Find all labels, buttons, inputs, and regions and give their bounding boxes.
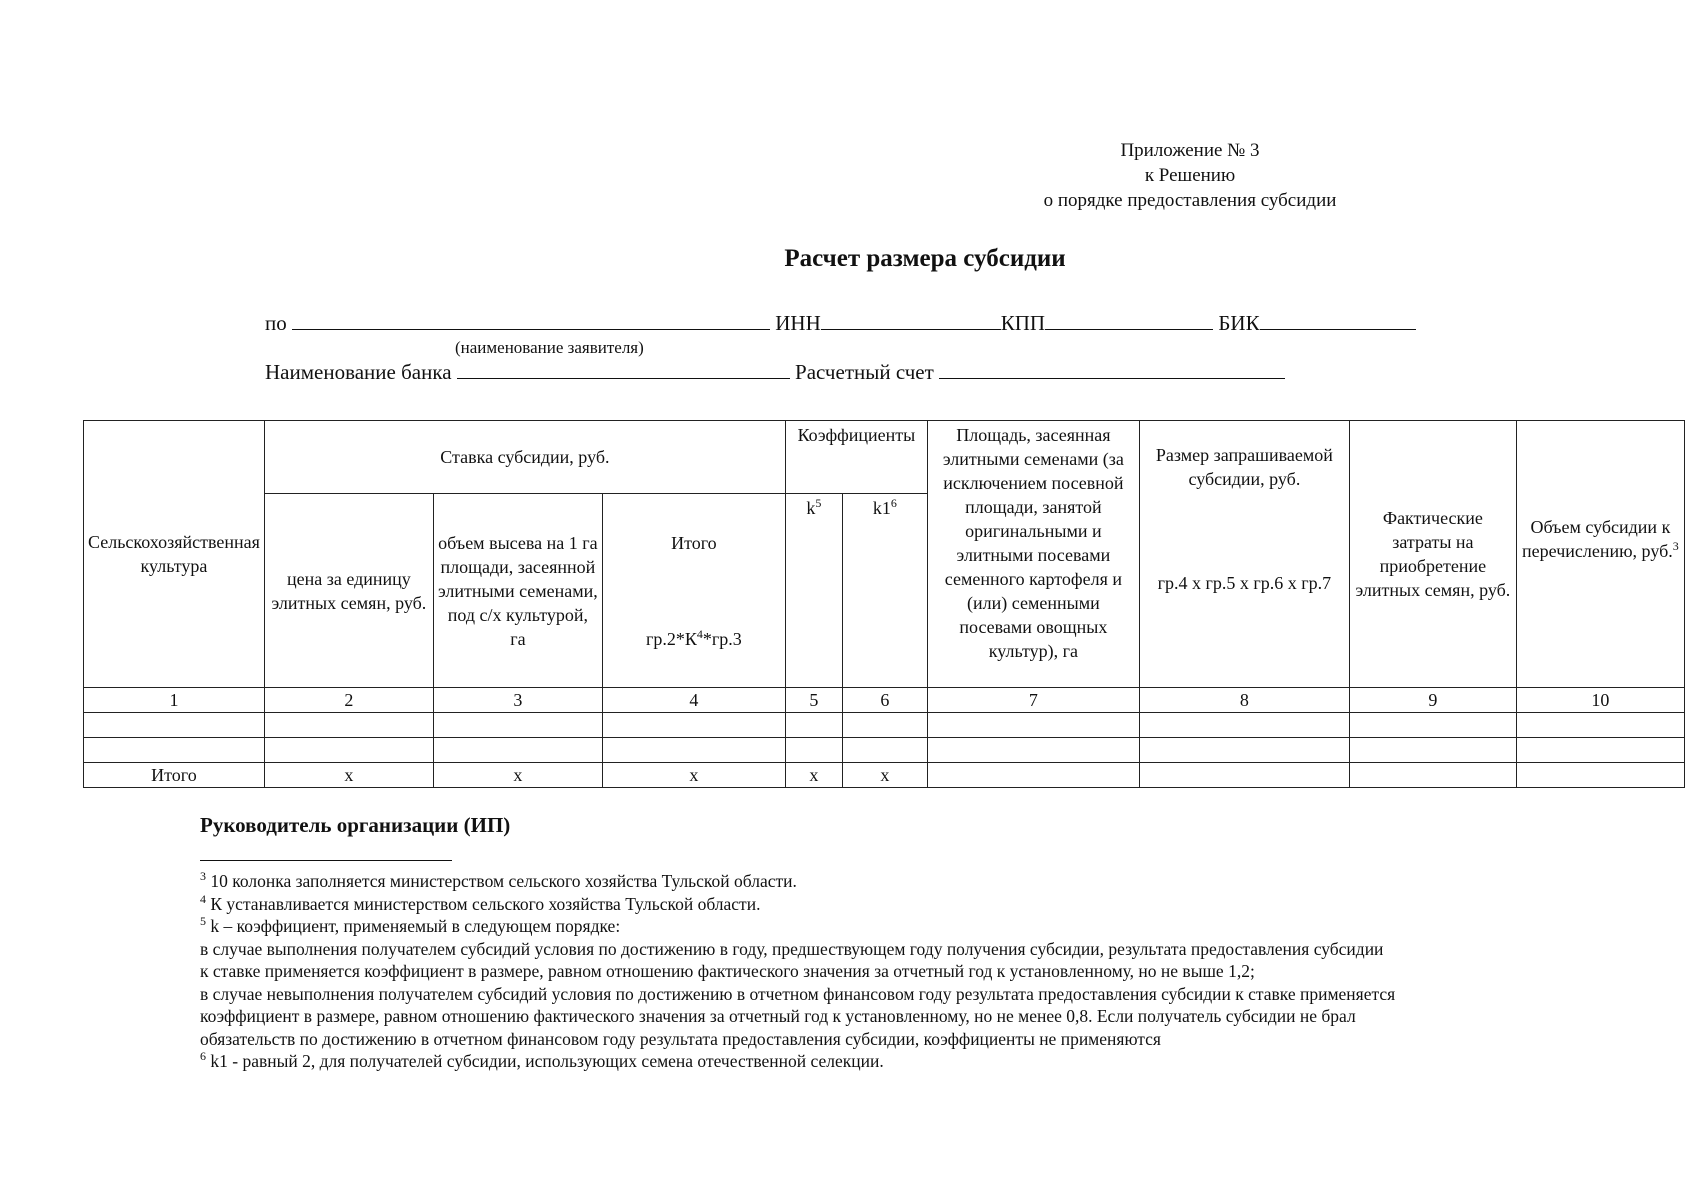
table-cell[interactable]	[1139, 713, 1349, 738]
footnote-5-para-5: обязательств по достижению в отчетном финансовом году результата предоставления субсидии, коэффициенты не применяются	[200, 1028, 1161, 1049]
colnum-2: 2	[264, 688, 433, 713]
total-x-4: x	[602, 763, 785, 788]
table-cell[interactable]	[433, 738, 602, 763]
header-col8-formula: гр.4 x гр.5 x гр.6 x гр.7	[1157, 573, 1332, 593]
appendix-line-3: о порядке предоставления субсидии	[1043, 190, 1337, 211]
bank-label: Наименование банка	[265, 360, 452, 384]
footnote-3-mark: 3	[200, 869, 206, 884]
table-cell[interactable]	[785, 713, 842, 738]
colnum-6: 6	[842, 688, 927, 713]
applicant-line	[265, 311, 1416, 336]
footnotes	[200, 870, 1600, 1073]
column-numbers-row	[84, 688, 1685, 713]
header-area: Площадь, засеянная элитными семенами (за исключением посевной площади, занятой оригинальными и элитными посевами семенного картофеля и (или) семенными посевами овощных культур), га	[927, 421, 1139, 688]
colnum-4: 4	[602, 688, 785, 713]
table-cell[interactable]	[927, 713, 1139, 738]
colnum-1: 1	[84, 688, 265, 713]
total-cell-9[interactable]	[1349, 763, 1516, 788]
total-cell-10[interactable]	[1516, 763, 1684, 788]
footnote-3-text: 10 колонка заполняется министерством сельского хозяйства Тульской области.	[206, 871, 797, 891]
account-label: Расчетный счет	[795, 360, 934, 384]
table-cell[interactable]	[1516, 738, 1684, 763]
k-sup: 5	[815, 496, 822, 510]
total-x-6: x	[842, 763, 927, 788]
table-cell[interactable]	[84, 738, 265, 763]
table-cell[interactable]	[84, 713, 265, 738]
footnote-6	[200, 1050, 1600, 1073]
header-seeding-volume: объем высева на 1 га площади, засеянной элитными семенами, под с/х культурой, га	[433, 494, 602, 688]
bank-line	[265, 360, 1285, 385]
k-label: k	[806, 498, 816, 518]
table-cell[interactable]	[1349, 738, 1516, 763]
col4-formula-start: гр.2*К	[646, 628, 697, 649]
header-subsidy-transfer	[1516, 421, 1684, 688]
table-cell[interactable]	[1139, 738, 1349, 763]
colnum-5: 5	[785, 688, 842, 713]
table-cell[interactable]	[927, 738, 1139, 763]
total-cell-8[interactable]	[1139, 763, 1349, 788]
appendix-line-2: к Решению	[1144, 165, 1236, 186]
colnum-10: 10	[1516, 688, 1684, 713]
colnum-3: 3	[433, 688, 602, 713]
applicant-caption: (наименование заявителя)	[455, 338, 644, 357]
appendix-line-1: Приложение № 3	[1120, 140, 1260, 161]
footnote-5-mark: 5	[200, 914, 206, 929]
header-k1	[842, 494, 927, 688]
footnote-6-text: k1 - равный 2, для получателей субсидии, использующих семена отечественной селекции.	[206, 1051, 884, 1071]
header-rate-group: Ставка субсидии, руб.	[264, 421, 785, 494]
table-cell[interactable]	[1516, 713, 1684, 738]
table-row	[84, 738, 1685, 763]
footnote-5-text: k – коэффициент, применяемый в следующем порядке:	[206, 916, 621, 936]
table-cell[interactable]	[842, 738, 927, 763]
k1-label: k1	[872, 498, 891, 518]
applicant-name-field[interactable]	[292, 311, 770, 330]
footnote-4-mark: 4	[200, 891, 206, 906]
table-cell[interactable]	[264, 713, 433, 738]
table-cell[interactable]	[433, 713, 602, 738]
inn-field[interactable]	[821, 311, 1001, 330]
footnote-5	[200, 915, 1600, 938]
header-actual-costs: Фактические затраты на приобретение элитных семян, руб.	[1349, 421, 1516, 688]
bank-name-field[interactable]	[457, 360, 790, 379]
header-col8-name: Размер запрашиваемой субсидии, руб.	[1155, 445, 1333, 489]
table-cell[interactable]	[1349, 713, 1516, 738]
footnote-4	[200, 893, 1600, 916]
header-col10-text: Объем субсидии к перечислению, руб.	[1522, 517, 1673, 561]
header-col4-name: Итого	[671, 532, 717, 553]
inn-label: ИНН	[775, 311, 821, 335]
bik-label: БИК	[1218, 311, 1260, 335]
header-requested-subsidy	[1139, 421, 1349, 688]
colnum-9: 9	[1349, 688, 1516, 713]
colnum-8: 8	[1139, 688, 1349, 713]
footnote-5-para-2: к ставке применяется коэффициент в размере, равном отношению фактического значения за отчетный год к установленному, но не выше 1,2;	[200, 961, 1255, 981]
header-rate-total	[602, 494, 785, 688]
header-crop: Сельскохозяйственная культура	[84, 421, 265, 688]
header-coef-group: Коэффициенты	[785, 421, 927, 494]
total-cell-7[interactable]	[927, 763, 1139, 788]
kpp-label: КПП	[1000, 311, 1046, 335]
footnote-3	[200, 870, 1600, 893]
footnote-5-para-3: в случае невыполнения получателем субсидий условия по достижению в отчетном финансовом году результата предоставления субсидии к ставке применяется	[200, 983, 1396, 1004]
appendix-header	[960, 138, 1420, 213]
footnote-5-para-4: коэффициент в размере, равном отношению фактического значения за отчетный год к установленному, но не менее 0,8. Если получатель субсидии не брал	[200, 1006, 1356, 1026]
k1-sup: 6	[890, 496, 897, 510]
total-x-3: x	[433, 763, 602, 788]
colnum-7: 7	[927, 688, 1139, 713]
table-cell[interactable]	[842, 713, 927, 738]
header-col4-formula	[607, 627, 781, 651]
total-x-5: x	[785, 763, 842, 788]
table-cell[interactable]	[785, 738, 842, 763]
table-cell[interactable]	[602, 738, 785, 763]
account-field[interactable]	[939, 360, 1285, 379]
table-cell[interactable]	[264, 738, 433, 763]
footnote-divider	[200, 860, 452, 861]
footnote-4-text: К устанавливается министерством сельского хозяйства Тульской области.	[206, 893, 761, 914]
col4-formula-sup: 4	[696, 626, 703, 641]
col4-formula-end: *гр.3	[702, 628, 742, 649]
footnote-6-mark: 6	[200, 1049, 206, 1064]
kpp-field[interactable]	[1045, 311, 1213, 330]
total-label: Итого	[84, 763, 265, 788]
header-col10-sup: 3	[1672, 539, 1679, 553]
table-row	[84, 713, 1685, 738]
signer-label: Руководитель организации (ИП)	[200, 813, 511, 837]
footnote-5-para-1: в случае выполнения получателем субсидий условия по достижению в году, предшествующем году получения субсидии, результата предоставления субсидии	[200, 938, 1384, 959]
document-title: Расчет размера субсидии	[784, 245, 1066, 272]
total-x-2: x	[264, 763, 433, 788]
total-row	[84, 763, 1685, 788]
header-unit-price: цена за единицу элитных семян, руб.	[264, 494, 433, 688]
bik-field[interactable]	[1260, 311, 1416, 330]
subsidy-table	[83, 420, 1685, 788]
po-label: по	[265, 311, 287, 335]
header-k	[785, 494, 842, 688]
table-cell[interactable]	[602, 713, 785, 738]
